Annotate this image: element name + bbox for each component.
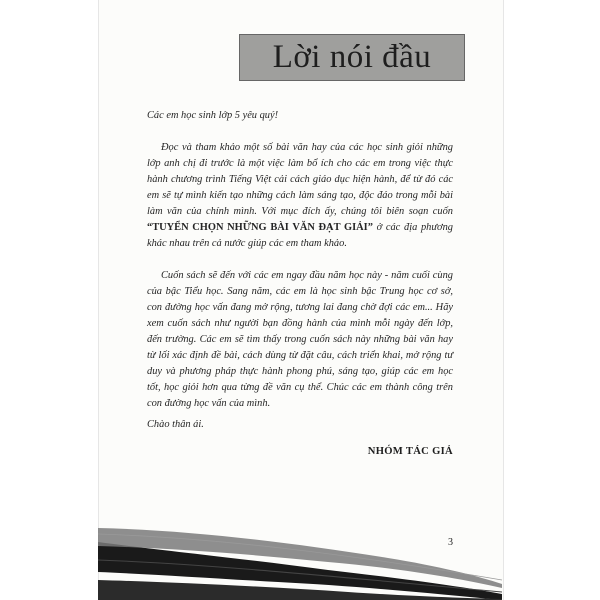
greeting: Các em học sinh lớp 5 yêu quý! — [147, 110, 279, 121]
paragraph-intro-text: Đọc và tham khảo một số bài văn hay của các học sinh giỏi những lớp anh chị đi trước là một việc làm bổ ích cho các em trong việc thực hành chương trình Tiếng Việt cải cách giáo dục hiện hành, để từ đó các em sẽ tự mình kiến tạo những cách làm sáng tạo, độc đáo trong mỗi bài làm văn của chính mình. Với mục đích ấy, chúng tôi biên soạn cuốn — [147, 142, 453, 217]
closing-text: Chào thân ái. — [147, 419, 204, 430]
paragraph-intro-end: ở các địa phương khác nhau trên cả nước giúp các em tham khảo. — [147, 222, 453, 249]
page-number: 3 — [448, 537, 453, 548]
decorative-swoosh — [98, 520, 502, 600]
title-box — [239, 34, 465, 81]
signature: NHÓM TÁC GIẢ — [367, 446, 453, 457]
book-title: “TUYỂN CHỌN NHỮNG BÀI VĂN ĐẠT GIẢI” — [147, 222, 373, 233]
paragraph-body-text: Cuốn sách sẽ đến với các em ngay đầu năm học này - năm cuối cùng của bậc Tiểu học. Sang năm, các em là học sinh bậc Trung học cơ sở, con đường học vấn đang mở rộng, tương lai đang chờ đợi các em... Hãy xem cuốn sách như người bạn đồng hành của mình mỗi ngày đến lớp, đến trường. Các em sẽ tìm thấy trong cuốn sách này những bài văn hay từ lối xác định đề bài, cách dùng từ đặt câu, cách triển khai, mở rộng tư duy và phương pháp thực hành phong phú, sáng tạo, giúp các em học tốt, học giỏi hơn qua từng đề văn cụ thể. Chúc các em thành công trên con đường học vấn của mình. — [147, 270, 453, 409]
paragraph-body — [147, 268, 453, 412]
page-title: Lời nói đầu — [272, 39, 432, 75]
paragraph-intro — [147, 140, 453, 252]
